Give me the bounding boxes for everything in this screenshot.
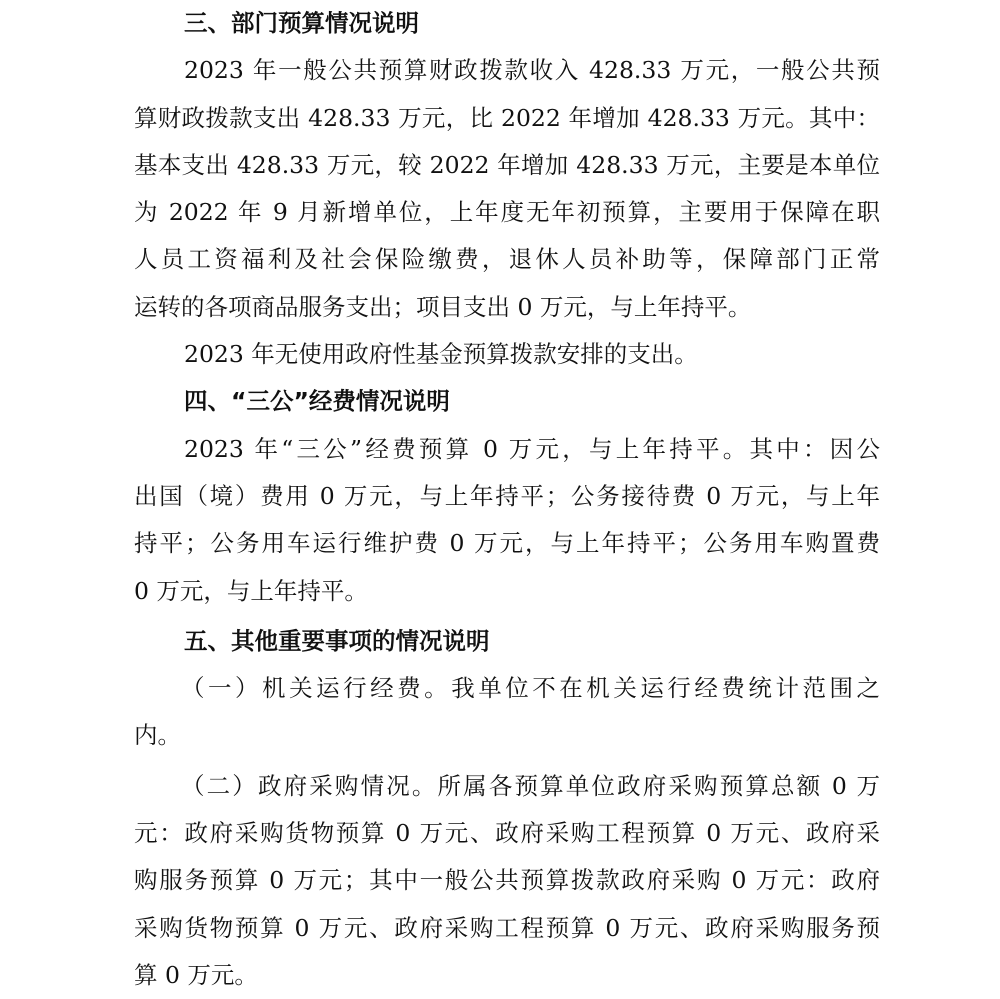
paragraph-line: 内。 bbox=[134, 721, 181, 750]
paragraph-operating-expenses bbox=[134, 665, 880, 760]
paragraph-line: 算 0 万元。 bbox=[134, 960, 258, 989]
paragraph-line: 运转的各项商品服务支出；项目支出 0 万元，与上年持平。 bbox=[134, 292, 752, 321]
paragraph-line: 2023 年无使用政府性基金预算拨款安排的支出。 bbox=[184, 340, 698, 369]
paragraph-line: 采购货物预算 0 万元、政府采购工程预算 0 万元、政府采购服务预 bbox=[134, 913, 880, 942]
paragraph-government-procurement bbox=[134, 763, 880, 999]
paragraph-line: 人员工资福利及社会保险缴费，退休人员补助等，保障部门正常 bbox=[134, 245, 880, 274]
paragraph-line: 为 2022 年 9 月新增单位，上年度无年初预算，主要用于保障在职 bbox=[134, 198, 880, 227]
paragraph-line: 基本支出 428.33 万元，较 2022 年增加 428.33 万元，主要是本单位 bbox=[134, 150, 880, 179]
section-heading-three-public: 四、“三公”经费情况说明 bbox=[184, 387, 450, 416]
paragraph-line: （二）政府采购情况。所属各预算单位政府采购预算总额 0 万 bbox=[181, 771, 880, 800]
paragraph-government-fund bbox=[134, 331, 880, 378]
paragraph-line: 持平；公务用车运行维护费 0 万元，与上年持平；公务用车购置费 bbox=[134, 529, 880, 558]
paragraph-line: （一）机关运行经费。我单位不在机关运行经费统计范围之 bbox=[181, 674, 880, 703]
section-heading-budget: 三、部门预算情况说明 bbox=[184, 9, 419, 37]
paragraph-three-public-expenses bbox=[134, 426, 880, 615]
paragraph-line: 2023 年一般公共预算财政拨款收入 428.33 万元，一般公共预 bbox=[184, 56, 880, 85]
paragraph-line: 购服务预算 0 万元；其中一般公共预算拨款政府采购 0 万元：政府 bbox=[134, 866, 880, 895]
paragraph-line: 0 万元，与上年持平。 bbox=[134, 576, 368, 605]
document-page bbox=[134, 0, 880, 999]
paragraph-line: 算财政拨款支出 428.33 万元，比 2022 年增加 428.33 万元。其中： bbox=[134, 103, 880, 132]
paragraph-line: 2023 年“三公”经费预算 0 万元，与上年持平。其中：因公 bbox=[184, 434, 880, 463]
paragraph-budget-summary bbox=[134, 47, 880, 331]
paragraph-line: 出国（境）费用 0 万元，与上年持平；公务接待费 0 万元，与上年 bbox=[134, 481, 880, 510]
section-heading-other-matters: 五、其他重要事项的情况说明 bbox=[184, 626, 490, 655]
paragraph-line: 元：政府采购货物预算 0 万元、政府采购工程预算 0 万元、政府采 bbox=[134, 819, 880, 848]
